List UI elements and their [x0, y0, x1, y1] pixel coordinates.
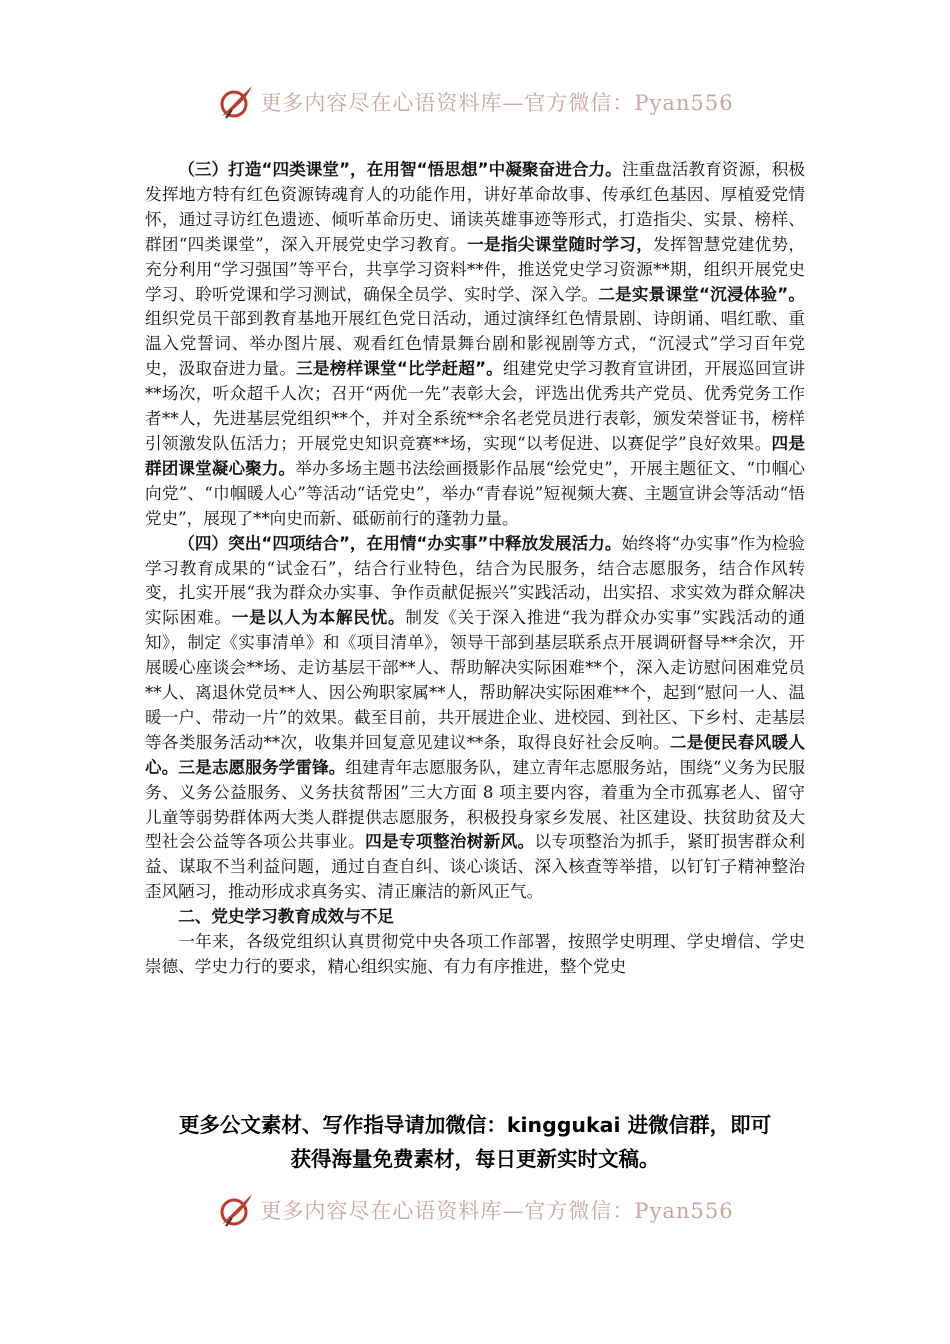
paragraph-text: 一年来，各级党组织认真贯彻党中央各项工作部署，按照学史明理、学史增信、学史崇德、学史力行的要求，精心组织实施、有力有序推进，整个党史	[145, 932, 805, 976]
footer-watermark-banner	[0, 1188, 950, 1232]
paragraph-text: 组建青年志愿服务队，建立青年志愿服务站，围绕“义务为民服务、义务公益服务、义务扶贫帮困”三大方面 8 项主要内容，着重为全市孤寡老人、留守儿童等弱势群体两大类人群提供志愿服务，积极投身家乡发展、社区建设、扶贫助贫及大型社会公益等各项公共事业。	[145, 757, 806, 852]
header-watermark-banner	[0, 80, 950, 124]
paragraph-text: 以专项整治为抓手，紧盯损害群众利益、谋取不当利益问题，通过自查自纠、谈心谈话、深入核查等举措，以钉钉子精神整治歪风陋习，推动形成求真务实、清正廉洁的新风正气。	[145, 832, 806, 902]
bold-point: 二是便民春风暖人心。	[145, 732, 806, 777]
bold-point: 四是专项整治树新风。	[365, 832, 535, 852]
paragraph-text: 始终将“办实事”作为检验学习教育成果的“试金石”，结合行业特色，结合为民服务，结合志愿服务，结合作风转变，扎实开展“我为群众办实事、争作贡献促振兴”实践活动，出实招、求实效为群众解决实际困难。	[145, 533, 806, 628]
promo-line-1: 更多公文素材、写作指导请加微信：kinggukai 进微信群，即可	[178, 1113, 772, 1137]
paragraph-text: 发挥智慧党建优势，充分利用“学习强国”等平台，共享学习资料**件，推送党史学习资源**期，组织开展党史学习、聆听党课和学习测试，确保全员学、实时学、深入学。	[145, 234, 806, 304]
quill-logo-icon	[216, 82, 256, 122]
bold-point: 一是指尖课堂随时学习，	[467, 234, 654, 254]
promo-notice	[95, 1108, 855, 1176]
bold-point: 二是实景课堂“沉浸体验”。	[598, 284, 806, 304]
bold-point: 三是榜样课堂“比学赶超”。	[296, 359, 503, 379]
footer-watermark-text: 更多内容尽在心语资料库—官方微信：Pyan556	[260, 1199, 734, 1223]
bold-point: 四是群团课堂凝心聚力。	[145, 433, 806, 478]
quill-logo-icon	[216, 1190, 256, 1230]
paragraph-summary	[145, 930, 805, 980]
document-body	[145, 158, 805, 980]
paragraph-text: 举办多场主题书法绘画摄影作品展“绘党史”，开展主题征文、“巾帼心向党”、“巾帼暖人心”等活动“话党史”，举办“青春说”短视频大赛、主题宣讲会等活动“悟党史”，展现了**向史而新、砥砺前行的蓬勃力量。	[145, 458, 806, 528]
paragraph-text: 组建党史学习教育宣讲团，开展巡回宣讲**场次，听众超千人次；召开“两优一先”表彰大会，评选出优秀共产党员、优秀党务工作者**人，先进基层党组织**个，并对全系统**余名老党员进行表彰，颁发荣誉证书，榜样引领激发队伍活力；开展党史知识竞赛**场，实现“以考促进、以赛促学”良好效果。	[145, 359, 806, 453]
paragraph-text: 组织党员干部到教育基地开展红色党日活动，通过演绎红色情景剧、诗朗诵、唱红歌、重温入党誓词、举办图片展、观看红色情景舞台剧和影视剧等方式，“沉浸式”学习百年党史，汲取奋进力量。	[145, 309, 805, 379]
paragraph-text: 制发《关于深入推进“我为群众办实事”实践活动的通知》，制定《实事清单》和《项目清单》，领导干部到基层联系点开展调研督导**余次，开展暖心座谈会**场、走访基层干部**人、帮助解决实际困难**个，深入走访慰问困难党员**人、离退休党员**人、因公殉职家属**人，帮助解决实际困难**个，起到“慰问一人、温暖一户、带动一片”的效果。截至目前，共开展进企业、进校园、到社区、下乡村、走基层等各类服务活动**次，收集并回复意见建议**条，取得良好社会反响。	[145, 608, 806, 752]
bold-point: 三是志愿服务学雷锋。	[178, 757, 346, 777]
promo-line-2: 获得海量免费素材，每日更新实时文稿。	[290, 1147, 660, 1171]
section-heading	[145, 905, 805, 930]
bold-point: 一是以人为本解民忧。	[231, 608, 406, 628]
paragraph-text: 注重盘活教育资源，积极发挥地方特有红色资源铸魂育人的功能作用，讲好革命故事、传承红色基因、厚植爱党情怀，通过寻访红色遗迹、倾听革命历史、诵读英雄事迹等形式，打造指尖、实景、榜样、群团“四类课堂”，深入开展党史学习教育。	[145, 160, 806, 254]
section-heading-text: 二、党史学习教育成效与不足	[178, 907, 394, 927]
paragraph-four-classrooms	[145, 158, 805, 532]
paragraph-heading: （四）突出“四项结合”，在用情“办实事”中释放发展活力。	[178, 533, 622, 553]
paragraph-four-combinations	[145, 532, 805, 906]
header-watermark-text: 更多内容尽在心语资料库—官方微信：Pyan556	[260, 91, 734, 115]
paragraph-heading: （三）打造“四类课堂”，在用智“悟思想”中凝聚奋进合力。	[178, 160, 622, 179]
